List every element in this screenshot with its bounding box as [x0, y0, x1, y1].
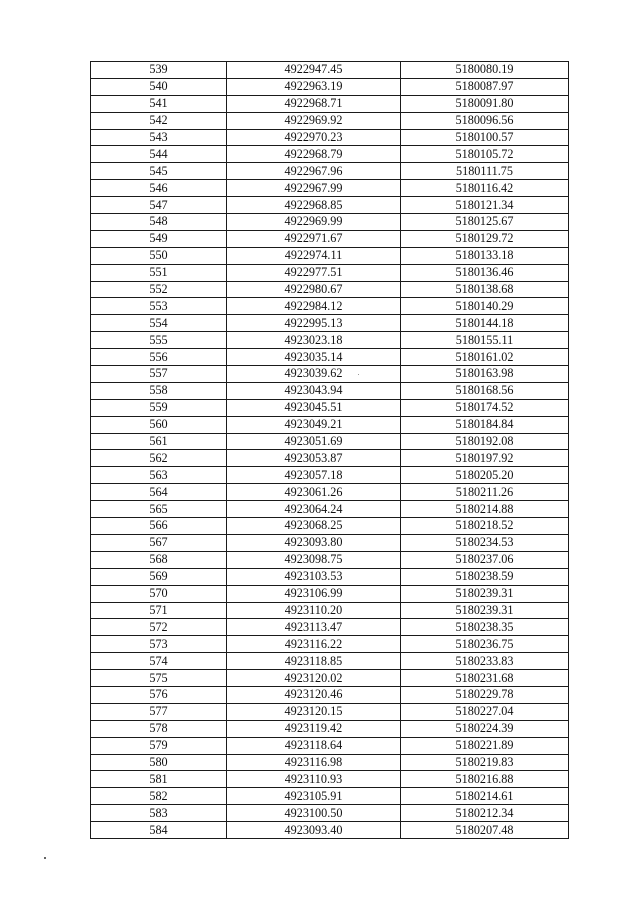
y-coordinate-cell: 5180216.88 [401, 771, 569, 788]
y-coordinate-cell: 5180218.52 [401, 518, 569, 535]
table-row [91, 349, 569, 366]
point-number-cell: 583 [91, 805, 227, 822]
x-coordinate-cell: 4923045.51 [227, 399, 401, 416]
x-coordinate-cell: 4923110.20 [227, 602, 401, 619]
table-row [91, 467, 569, 484]
point-number-cell: 540 [91, 78, 227, 95]
y-coordinate-cell: 5180234.53 [401, 534, 569, 551]
point-number-cell: 541 [91, 95, 227, 112]
y-coordinate-cell: 5180239.31 [401, 602, 569, 619]
point-number-cell: 551 [91, 264, 227, 281]
y-coordinate-cell: 5180087.97 [401, 78, 569, 95]
x-coordinate-cell: 4923051.69 [227, 433, 401, 450]
point-number-cell: 579 [91, 737, 227, 754]
point-number-cell: 561 [91, 433, 227, 450]
point-number-cell: 574 [91, 653, 227, 670]
y-coordinate-cell: 5180161.02 [401, 349, 569, 366]
x-coordinate-cell: 4923118.85 [227, 653, 401, 670]
x-coordinate-cell: 4922984.12 [227, 298, 401, 315]
x-coordinate-cell: 4923116.98 [227, 754, 401, 771]
x-coordinate-cell: 4923118.64 [227, 737, 401, 754]
point-number-cell: 576 [91, 686, 227, 703]
table-row [91, 501, 569, 518]
table-row [91, 450, 569, 467]
y-coordinate-cell: 5180214.61 [401, 788, 569, 805]
x-coordinate-cell: 4923120.15 [227, 703, 401, 720]
table-row [91, 670, 569, 687]
y-coordinate-cell: 5180144.18 [401, 315, 569, 332]
table-row [91, 754, 569, 771]
y-coordinate-cell: 5180116.42 [401, 180, 569, 197]
table-row [91, 129, 569, 146]
y-coordinate-cell: 5180121.34 [401, 197, 569, 214]
x-coordinate-cell: 4922970.23 [227, 129, 401, 146]
y-coordinate-cell: 5180105.72 [401, 146, 569, 163]
point-number-cell: 568 [91, 551, 227, 568]
point-number-cell: 563 [91, 467, 227, 484]
point-number-cell: 566 [91, 518, 227, 535]
y-coordinate-cell: 5180238.59 [401, 568, 569, 585]
x-coordinate-cell: 4923064.24 [227, 501, 401, 518]
y-coordinate-cell: 5180184.84 [401, 416, 569, 433]
table-row [91, 112, 569, 129]
x-coordinate-cell: 4923105.91 [227, 788, 401, 805]
point-number-cell: 550 [91, 247, 227, 264]
x-coordinate-cell: 4923049.21 [227, 416, 401, 433]
y-coordinate-cell: 5180237.06 [401, 551, 569, 568]
y-coordinate-cell: 5180221.89 [401, 737, 569, 754]
x-coordinate-cell: 4923106.99 [227, 585, 401, 602]
y-coordinate-cell: 5180224.39 [401, 720, 569, 737]
y-coordinate-cell: 5180239.31 [401, 585, 569, 602]
table-row [91, 298, 569, 315]
point-number-cell: 564 [91, 484, 227, 501]
table-row [91, 382, 569, 399]
point-number-cell: 582 [91, 788, 227, 805]
table-row [91, 264, 569, 281]
table-row [91, 602, 569, 619]
table-row [91, 197, 569, 214]
x-coordinate-cell: 4923093.80 [227, 534, 401, 551]
y-coordinate-cell: 5180229.78 [401, 686, 569, 703]
y-coordinate-cell: 5180192.08 [401, 433, 569, 450]
y-coordinate-cell: 5180214.88 [401, 501, 569, 518]
point-number-cell: 575 [91, 670, 227, 687]
x-coordinate-cell: 4923043.94 [227, 382, 401, 399]
table-row [91, 568, 569, 585]
point-number-cell: 554 [91, 315, 227, 332]
coordinates-table-body [91, 62, 569, 839]
x-coordinate-cell: 4923120.02 [227, 670, 401, 687]
table-row [91, 332, 569, 349]
point-number-cell: 556 [91, 349, 227, 366]
point-number-cell: 547 [91, 197, 227, 214]
x-coordinate-cell: 4922995.13 [227, 315, 401, 332]
x-coordinate-cell: 4922968.79 [227, 146, 401, 163]
y-coordinate-cell: 5180168.56 [401, 382, 569, 399]
table-row [91, 653, 569, 670]
table-row [91, 62, 569, 79]
table-row [91, 771, 569, 788]
y-coordinate-cell: 5180163.98 [401, 366, 569, 383]
table-row [91, 585, 569, 602]
point-number-cell: 555 [91, 332, 227, 349]
point-number-cell: 559 [91, 399, 227, 416]
point-number-cell: 580 [91, 754, 227, 771]
table-row [91, 636, 569, 653]
x-coordinate-cell: 4922969.99 [227, 214, 401, 231]
point-number-cell: 542 [91, 112, 227, 129]
x-coordinate-cell: 4923116.22 [227, 636, 401, 653]
table-row [91, 518, 569, 535]
point-number-cell: 581 [91, 771, 227, 788]
x-coordinate-cell: 4923039.62 [227, 366, 401, 383]
x-coordinate-cell: 4923110.93 [227, 771, 401, 788]
x-coordinate-cell: 4923120.46 [227, 686, 401, 703]
x-coordinate-cell: 4923035.14 [227, 349, 401, 366]
table-row [91, 214, 569, 231]
x-coordinate-cell: 4923061.26 [227, 484, 401, 501]
x-coordinate-cell: 4923053.87 [227, 450, 401, 467]
x-coordinate-cell: 4922947.45 [227, 62, 401, 79]
point-number-cell: 544 [91, 146, 227, 163]
x-coordinate-cell: 4923023.18 [227, 332, 401, 349]
point-number-cell: 553 [91, 298, 227, 315]
y-coordinate-cell: 5180140.29 [401, 298, 569, 315]
x-coordinate-cell: 4922968.71 [227, 95, 401, 112]
y-coordinate-cell: 5180125.67 [401, 214, 569, 231]
point-number-cell: 571 [91, 602, 227, 619]
table-row [91, 281, 569, 298]
point-number-cell: 557 [91, 366, 227, 383]
page-speck [44, 857, 46, 859]
point-number-cell: 570 [91, 585, 227, 602]
y-coordinate-cell: 5180238.35 [401, 619, 569, 636]
y-coordinate-cell: 5180231.68 [401, 670, 569, 687]
x-coordinate-cell: 4923098.75 [227, 551, 401, 568]
point-number-cell: 543 [91, 129, 227, 146]
y-coordinate-cell: 5180155.11 [401, 332, 569, 349]
y-coordinate-cell: 5180205.20 [401, 467, 569, 484]
y-coordinate-cell: 5180227.04 [401, 703, 569, 720]
table-row [91, 484, 569, 501]
table-row [91, 805, 569, 822]
table-row [91, 822, 569, 839]
y-coordinate-cell: 5180197.92 [401, 450, 569, 467]
point-number-cell: 558 [91, 382, 227, 399]
table-row [91, 366, 569, 383]
y-coordinate-cell: 5180133.18 [401, 247, 569, 264]
y-coordinate-cell: 5180129.72 [401, 230, 569, 247]
x-coordinate-cell: 4923068.25 [227, 518, 401, 535]
table-row [91, 399, 569, 416]
coordinates-table [90, 61, 569, 839]
x-coordinate-cell: 4922967.96 [227, 163, 401, 180]
point-number-cell: 567 [91, 534, 227, 551]
y-coordinate-cell: 5180096.56 [401, 112, 569, 129]
x-coordinate-cell: 4922963.19 [227, 78, 401, 95]
x-coordinate-cell: 4923113.47 [227, 619, 401, 636]
y-coordinate-cell: 5180233.83 [401, 653, 569, 670]
x-coordinate-cell: 4922967.99 [227, 180, 401, 197]
y-coordinate-cell: 5180138.68 [401, 281, 569, 298]
table-row [91, 619, 569, 636]
table-row [91, 720, 569, 737]
y-coordinate-cell: 5180091.80 [401, 95, 569, 112]
point-number-cell: 552 [91, 281, 227, 298]
point-number-cell: 539 [91, 62, 227, 79]
table-row [91, 163, 569, 180]
table-row [91, 95, 569, 112]
x-coordinate-cell: 4922977.51 [227, 264, 401, 281]
x-coordinate-cell: 4923100.50 [227, 805, 401, 822]
y-coordinate-cell: 5180212.34 [401, 805, 569, 822]
table-row [91, 703, 569, 720]
table-row [91, 534, 569, 551]
x-coordinate-cell: 4923057.18 [227, 467, 401, 484]
table-row [91, 788, 569, 805]
point-number-cell: 565 [91, 501, 227, 518]
point-number-cell: 572 [91, 619, 227, 636]
table-row [91, 416, 569, 433]
table-row [91, 230, 569, 247]
y-coordinate-cell: 5180174.52 [401, 399, 569, 416]
point-number-cell: 560 [91, 416, 227, 433]
point-number-cell: 577 [91, 703, 227, 720]
y-coordinate-cell: 5180207.48 [401, 822, 569, 839]
point-number-cell: 578 [91, 720, 227, 737]
y-coordinate-cell: 5180236.75 [401, 636, 569, 653]
point-number-cell: 545 [91, 163, 227, 180]
point-number-cell: 546 [91, 180, 227, 197]
table-row [91, 78, 569, 95]
y-coordinate-cell: 5180211.26 [401, 484, 569, 501]
y-coordinate-cell: 5180100.57 [401, 129, 569, 146]
point-number-cell: 562 [91, 450, 227, 467]
y-coordinate-cell: 5180111.75 [401, 163, 569, 180]
point-number-cell: 549 [91, 230, 227, 247]
scan-dot [358, 374, 359, 375]
table-row [91, 247, 569, 264]
x-coordinate-cell: 4922969.92 [227, 112, 401, 129]
x-coordinate-cell: 4923119.42 [227, 720, 401, 737]
point-number-cell: 569 [91, 568, 227, 585]
y-coordinate-cell: 5180080.19 [401, 62, 569, 79]
point-number-cell: 548 [91, 214, 227, 231]
x-coordinate-cell: 4922980.67 [227, 281, 401, 298]
point-number-cell: 573 [91, 636, 227, 653]
table-row [91, 686, 569, 703]
x-coordinate-cell: 4922968.85 [227, 197, 401, 214]
point-number-cell: 584 [91, 822, 227, 839]
table-row [91, 315, 569, 332]
table-row [91, 551, 569, 568]
table-row [91, 180, 569, 197]
x-coordinate-cell: 4922974.11 [227, 247, 401, 264]
y-coordinate-cell: 5180219.83 [401, 754, 569, 771]
x-coordinate-cell: 4923103.53 [227, 568, 401, 585]
y-coordinate-cell: 5180136.46 [401, 264, 569, 281]
x-coordinate-cell: 4922971.67 [227, 230, 401, 247]
table-row [91, 737, 569, 754]
x-coordinate-cell: 4923093.40 [227, 822, 401, 839]
table-row [91, 146, 569, 163]
table-row [91, 433, 569, 450]
